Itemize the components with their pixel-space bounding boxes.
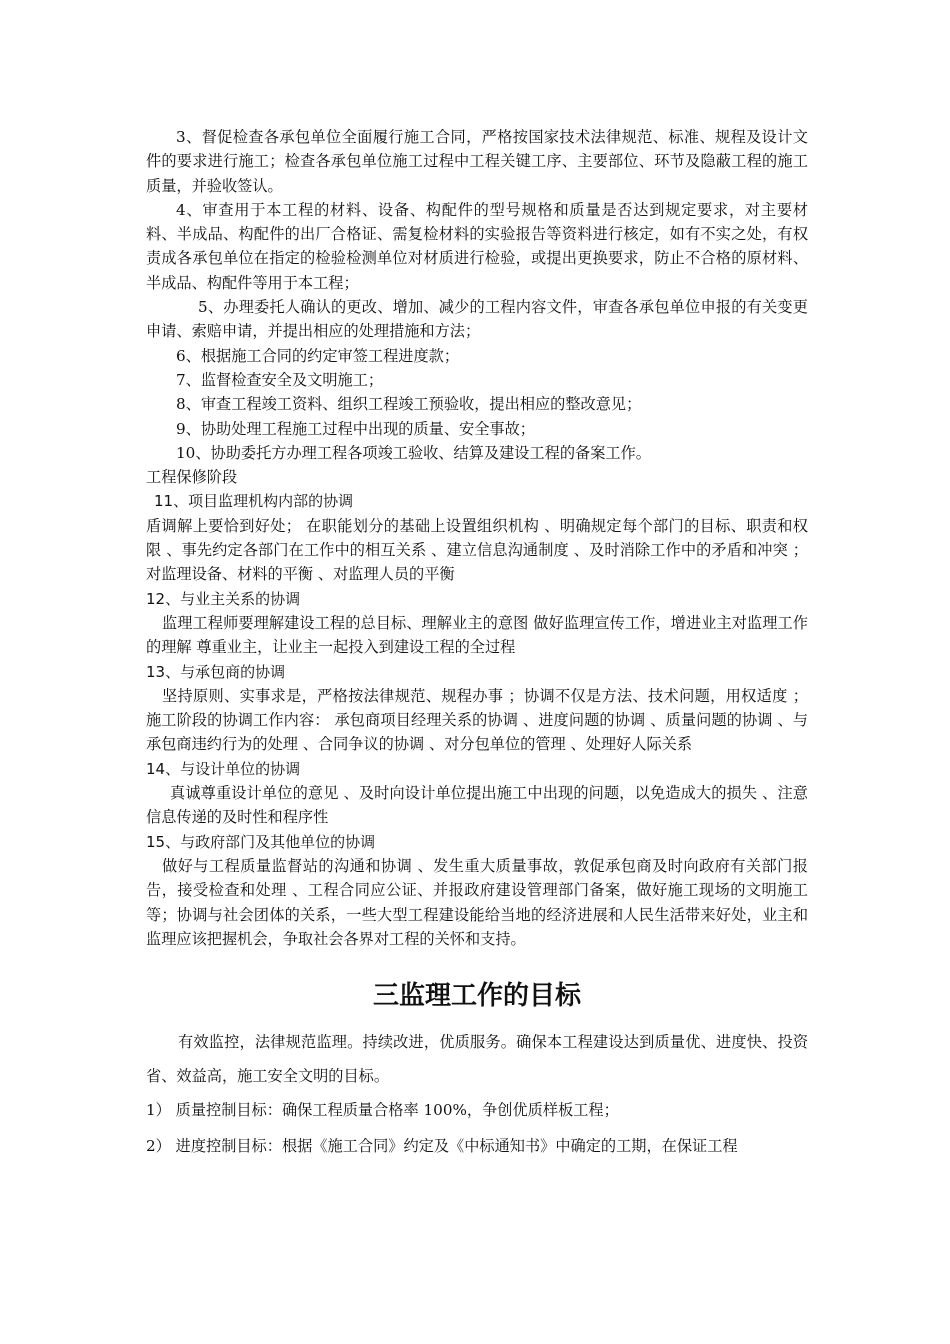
document-body: [146, 125, 808, 1158]
paragraph-item-10: 10、协助委托方办理工程各项竣工验收、结算及建设工程的备案工作。: [176, 443, 651, 462]
item-14-title: 14、与设计单位的协调: [146, 759, 301, 778]
paragraph-item-3: 3、督促检查各承包单位全面履行施工合同，严格按国家技术法律规范、标准、规程及设计文件的要求进行施工；检查各承包单位施工过程中工程关键工序、主要部位、环节及隐蔽工程的施工质量，并验收签认。: [146, 128, 808, 195]
paragraph-item-4: 4、审查用于本工程的材料、设备、构配件的型号规格和质量是否达到规定要求，对主要材料、半成品、构配件的出厂合格证、需复检材料的实验报告等资料进行核定，如有不实之处，有权责成各承包单位在指定的检验检测单位对材质进行检验，或提出更换要求，防止不合格的原材料、半成品、构配件等用于本工程；: [146, 200, 808, 292]
item-13-body: 坚持原则、实事求是，严格按法律规范、规程办事 ；协调不仅是方法、技术问题，用权适度 ；施工阶段的协调工作内容： 承包商项目经理关系的协调 、进度问题的协调 、质量问题的协调 、与承包商违约行为的处理 、合同争议的协调 、对分包单位的管理 、处理好人际关系: [146, 686, 808, 754]
item-13-title: 13、与承包商的协调: [146, 662, 286, 681]
item-15-body: 做好与工程质量监督站的沟通和协调 、发生重大质量事故，敦促承包商及时向政府有关部门报告，接受检查和处理 、工程合同应公证、并报政府建设管理部门备案，做好施工现场的文明施工等；协调与社会团体的关系，一些大型工程建设能给当地的经济进展和人民生活带来好处，业主和监理应该把握机会，争取社会各界对工程的关怀和支持。: [146, 856, 808, 948]
section-title: 三监理工作的目标: [372, 981, 581, 1012]
item-12-title: 12、与业主关系的协调: [146, 589, 301, 608]
paragraph-item-9: 9、协助处理工程施工过程中出现的质量、安全事故；: [176, 419, 535, 438]
item-15-title: 15、与政府部门及其他单位的协调: [146, 832, 376, 851]
item-11-body: 盾调解上要恰到好处； 在职能划分的基础上设置组织机构 、明确规定每个部门的目标、职责和权限 、事先约定各部门在工作中的相互关系 、建立信息沟通制度 、及时消除工作中的矛盾和冲突 ；对监理设备、材料的平衡 、对监理人员的平衡: [146, 516, 808, 584]
item-12-body: 监理工程师要理解建设工程的总目标、理解业主的意图 做好监理宣传工作，增进业主对监理工作的理解 尊重业主，让业主一起投入到建设工程的全过程: [146, 613, 808, 657]
section-intro: 有效监控，法律规范监理。持续改进，优质服务。确保本工程建设达到质量优、进度快、投资省、效益高，施工安全文明的目标。: [146, 1033, 808, 1086]
goal-quality: 1） 质量控制目标：确保工程质量合格率 100%，争创优质样板工程；: [146, 1101, 619, 1120]
paragraph-item-6: 6、根据施工合同的约定审签工程进度款；: [176, 346, 460, 365]
item-11-title: 11、项目监理机构内部的协调: [154, 492, 354, 511]
paragraph-item-5: 5、办理委托人确认的更改、增加、减少的工程内容文件，审查各承包单位申报的有关变更申请、索赔申请，并提出相应的处理措施和方法；: [146, 298, 808, 341]
item-14-body: 真诚尊重设计单位的意见 、及时向设计单位提出施工中出现的问题，以免造成大的损失 、注意信息传递的及时性和程序性: [146, 784, 808, 827]
stage-label: 工程保修阶段: [146, 468, 238, 487]
paragraph-item-8: 8、审查工程竣工资料、组织工程竣工预验收，提出相应的整改意见；: [176, 395, 642, 414]
goal-schedule: 2） 进度控制目标：根据《施工合同》约定及《中标通知书》中确定的工期，在保证工程: [146, 1137, 738, 1156]
paragraph-item-7: 7、监督检查安全及文明施工；: [176, 370, 384, 389]
